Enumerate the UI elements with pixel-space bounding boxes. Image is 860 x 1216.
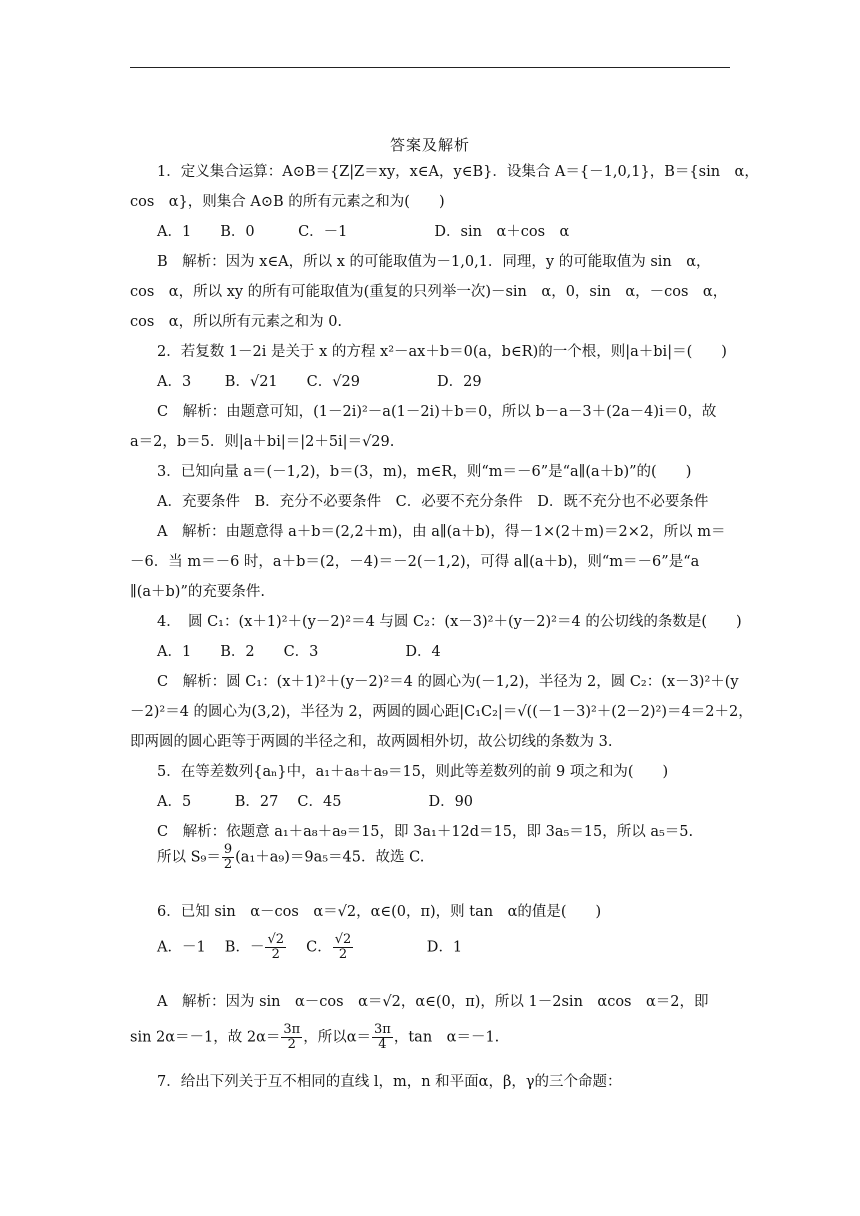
q2-sol2: a＝2，b＝5．则|a＋bi|＝|2＋5i|＝√29. — [130, 434, 395, 450]
q4-sol1: C 解析：圆 C₁：(x＋1)²＋(y－2)²＝4 的圆心为(－1,2)，半径为 2，圆 C₂：(x－3)²＋(y — [157, 674, 739, 690]
q1-sol2: cos α，所以 xy 的所有可能取值为(重复的只列举一次)－sin α，0，sin α，－cos α， — [130, 284, 728, 300]
q3-sol2: －6．当 m＝－6 时，a＋b＝(2，－4)＝－2(－1,2)，可得 a∥(a＋b)，则“m＝－6”是“a — [130, 554, 700, 570]
fraction-numerator: 3π — [283, 1022, 301, 1037]
fraction-numerator: 3π — [374, 1022, 391, 1037]
fraction — [372, 1023, 393, 1052]
page-title: 答案及解析 — [389, 136, 470, 154]
q6-solution-line1: A 解析：因为 sin α－cos α＝√2，α∈(0，π)，所以 1－2sin αcos α＝2，即 — [157, 994, 709, 1010]
q6-option-a: A．－1 B．－ — [157, 939, 265, 956]
fraction — [265, 933, 286, 962]
fraction-denominator: 2 — [287, 1037, 296, 1052]
q4-options: A．1 B．2 C．3 D．4 — [157, 644, 441, 660]
q1-line2: cos α}，则集合 A⊙B 的所有元素之和为( ) — [130, 194, 445, 210]
q1-sol3: cos α，所以所有元素之和为 0. — [130, 314, 343, 330]
q6-solution-line2 — [130, 1023, 499, 1052]
fraction-denominator: 2 — [338, 947, 348, 962]
fraction-numerator: √2 — [267, 932, 285, 947]
header-rule — [130, 67, 730, 68]
fraction-denominator: 4 — [378, 1037, 387, 1052]
fraction — [333, 933, 354, 962]
q2-options: A．3 B．√21 C．√29 D．29 — [157, 374, 482, 390]
q3-sol3: ∥(a＋b)”的充要条件. — [130, 584, 265, 600]
q2-sol1: C 解析：由题意可知，(1－2i)²－a(1－2i)＋b＝0，所以 b－a－3＋(2a－4)i＝0，故 — [157, 404, 717, 420]
q5-line1: 5．在等差数列{aₙ}中，a₁＋a₈＋a₉＝15，则此等差数列的前 9 项之和为( ) — [157, 764, 669, 780]
fraction — [222, 843, 234, 872]
fraction — [281, 1023, 302, 1052]
q3-sol1: A 解析：由题意得 a＋b＝(2,2＋m)，由 a∥(a＋b)，得－1×(2＋m)＝2×2，所以 m＝ — [157, 524, 726, 540]
q5-sol1: C 解析：依题意 a₁＋a₈＋a₉＝15，即 3a₁＋12d＝15，即 3a₅＝15，所以 a₅＝5. — [157, 824, 694, 840]
q1-sol1: B 解析：因为 x∈A，所以 x 的可能取值为－1,0,1．同理，y 的可能取值为 sin α， — [157, 254, 711, 270]
fraction-numerator: 9 — [223, 842, 233, 857]
q3-line1: 3．已知向量 a＝(－1,2)，b＝(3，m)，m∈R，则“m＝－6”是“a∥(a＋b)”的( ) — [157, 464, 692, 480]
fraction-numerator: √2 — [334, 932, 352, 947]
q5-options: A．5 B．27 C．45 D．90 — [157, 794, 474, 810]
q1-options: A．1 B．0 C．－1 D．sin α＋cos α — [157, 224, 570, 240]
q5-solution-line2 — [157, 843, 424, 872]
q7-line1: 7．给出下列关于互不相同的直线 l，m，n 和平面α，β，γ的三个命题： — [157, 1074, 622, 1090]
q6-sol2-prefix: sin 2α＝－1，故 2α＝ — [130, 1029, 281, 1046]
q6-option-c-label: C． — [287, 939, 332, 956]
q4-sol2: －2)²＝4 的圆心为(3,2)，半径为 2，两圆的圆心距|C₁C₂|＝√((－1－3)²＋(2－2)²)＝4＝2＋2， — [130, 704, 753, 720]
q5-sol2-prefix: 所以 S₉＝ — [157, 849, 221, 866]
q6-line1: 6．已知 sin α－cos α＝√2，α∈(0，π)，则 tan α的值是( ) — [157, 904, 602, 920]
q3-options: A．充要条件 B．充分不必要条件 C．必要不充分条件 D．既不充分也不必要条件 — [157, 494, 709, 510]
q6-option-d: D．1 — [354, 939, 463, 956]
q6-sol2-mid: ，所以α＝ — [303, 1029, 372, 1046]
fraction-denominator: 2 — [271, 947, 280, 962]
q6-options — [157, 933, 462, 962]
q6-sol2-suffix: ，tan α＝－1. — [393, 1029, 500, 1046]
q5-sol2-suffix: (a₁＋a₉)＝9a₅＝45．故选 C. — [235, 849, 425, 866]
q4-sol3: 即两圆的圆心距等于两圆的半径之和，故两圆相外切，故公切线的条数为 3. — [130, 734, 613, 750]
q2-line1: 2．若复数 1－2i 是关于 x 的方程 x²－ax＋b＝0(a，b∈R)的一个根，则|a＋bi|＝( ) — [157, 344, 727, 360]
fraction-denominator: 2 — [223, 857, 233, 872]
q4-line1: 4． 圆 C₁：(x＋1)²＋(y－2)²＝4 与圆 C₂：(x－3)²＋(y－2)²＝4 的公切线的条数是( ) — [157, 614, 742, 630]
q1-line1: 1．定义集合运算：A⊙B＝{Z|Z＝xy，x∈A，y∈B}．设集合 A＝{－1,0,1}，B＝{sin α， — [157, 164, 759, 180]
